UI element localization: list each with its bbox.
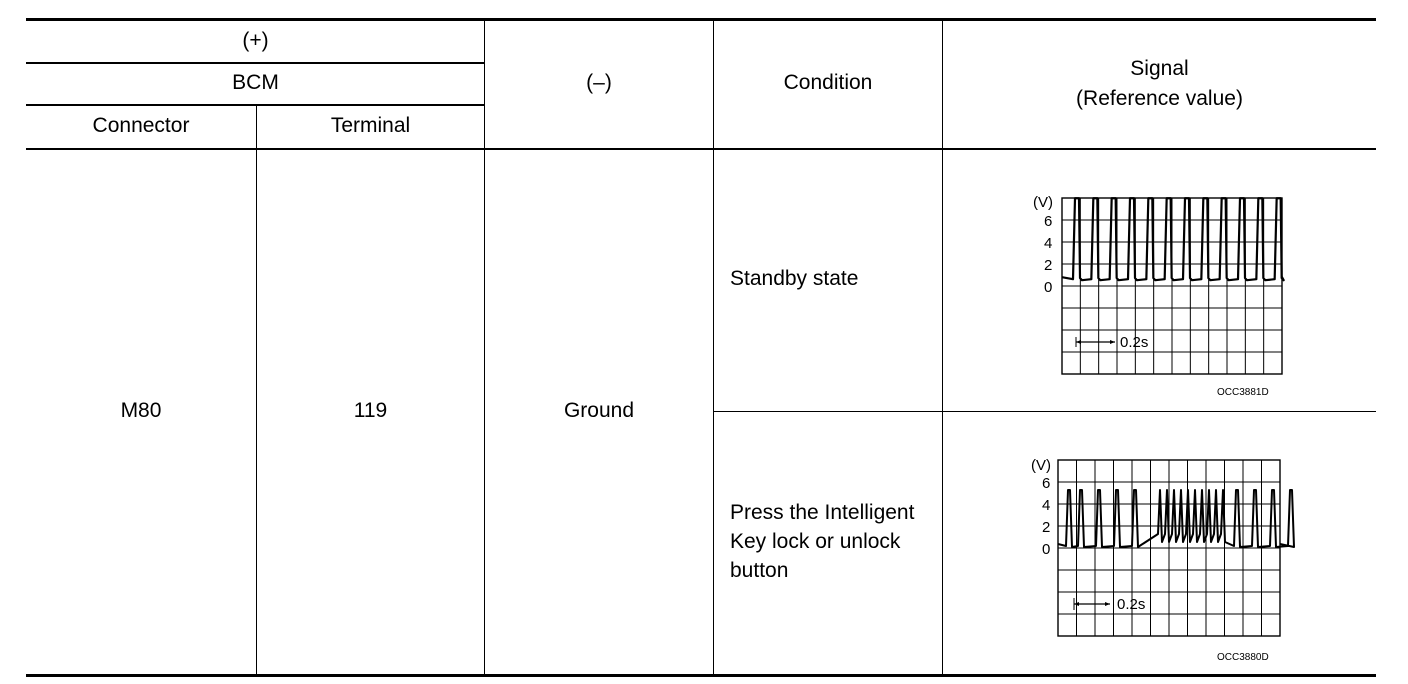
scope-ytick-4: 4 <box>1042 497 1051 514</box>
condition-press-line2: Key lock or unlock <box>730 530 901 553</box>
scope-ytick-2: 2 <box>1042 519 1051 536</box>
col-divider-terminal <box>484 20 485 675</box>
figure-code: OCC3880D <box>1217 652 1269 663</box>
time-marker <box>1074 598 1110 610</box>
header-signal-reference: (Reference value) <box>1076 87 1243 110</box>
scope-ytick-6: 6 <box>1042 475 1051 492</box>
header-signal: Signal <box>1130 57 1189 80</box>
table-bottom-border <box>26 674 1376 677</box>
waveform-key-press <box>1025 452 1295 667</box>
header-bcm: BCM <box>232 71 279 94</box>
time-marker <box>1076 337 1115 347</box>
header-plus: (+) <box>242 29 269 52</box>
scope-grid <box>1058 460 1280 636</box>
condition-row-divider <box>713 411 1376 412</box>
header-bottom-border <box>26 148 1376 150</box>
scope-time-label: 0.2s <box>1117 596 1146 613</box>
header-divider-plus <box>26 62 485 64</box>
col-divider-connector <box>256 104 257 675</box>
condition-press-line1: Press the Intelligent <box>730 501 915 524</box>
header-connector: Connector <box>92 114 190 137</box>
figure-code: OCC3881D <box>1217 387 1269 398</box>
col-divider-condition <box>942 20 943 675</box>
scope-unit: (V) <box>1031 457 1051 474</box>
signal-trace <box>1058 490 1294 547</box>
scope-ytick-4: 4 <box>1044 235 1053 252</box>
signal-trace <box>1062 198 1284 280</box>
scope-ytick-0: 0 <box>1044 279 1053 296</box>
cell-connector: M80 <box>120 399 162 422</box>
scope-unit: (V) <box>1033 194 1053 211</box>
scope-time-label: 0.2s <box>1120 334 1149 351</box>
scope-ytick-6: 6 <box>1044 213 1053 230</box>
scope-ytick-0: 0 <box>1042 541 1051 558</box>
waveform-standby <box>1025 190 1295 400</box>
header-condition: Condition <box>783 71 873 94</box>
condition-standby: Standby state <box>730 267 859 290</box>
header-terminal: Terminal <box>330 114 411 137</box>
header-minus: (–) <box>586 71 612 94</box>
col-divider-minus <box>713 20 714 675</box>
cell-terminal: 119 <box>353 399 388 422</box>
table-top-border <box>26 18 1376 21</box>
cell-ground: Ground <box>563 399 635 422</box>
condition-press-line3: button <box>730 559 789 582</box>
scope-ytick-2: 2 <box>1044 257 1053 274</box>
